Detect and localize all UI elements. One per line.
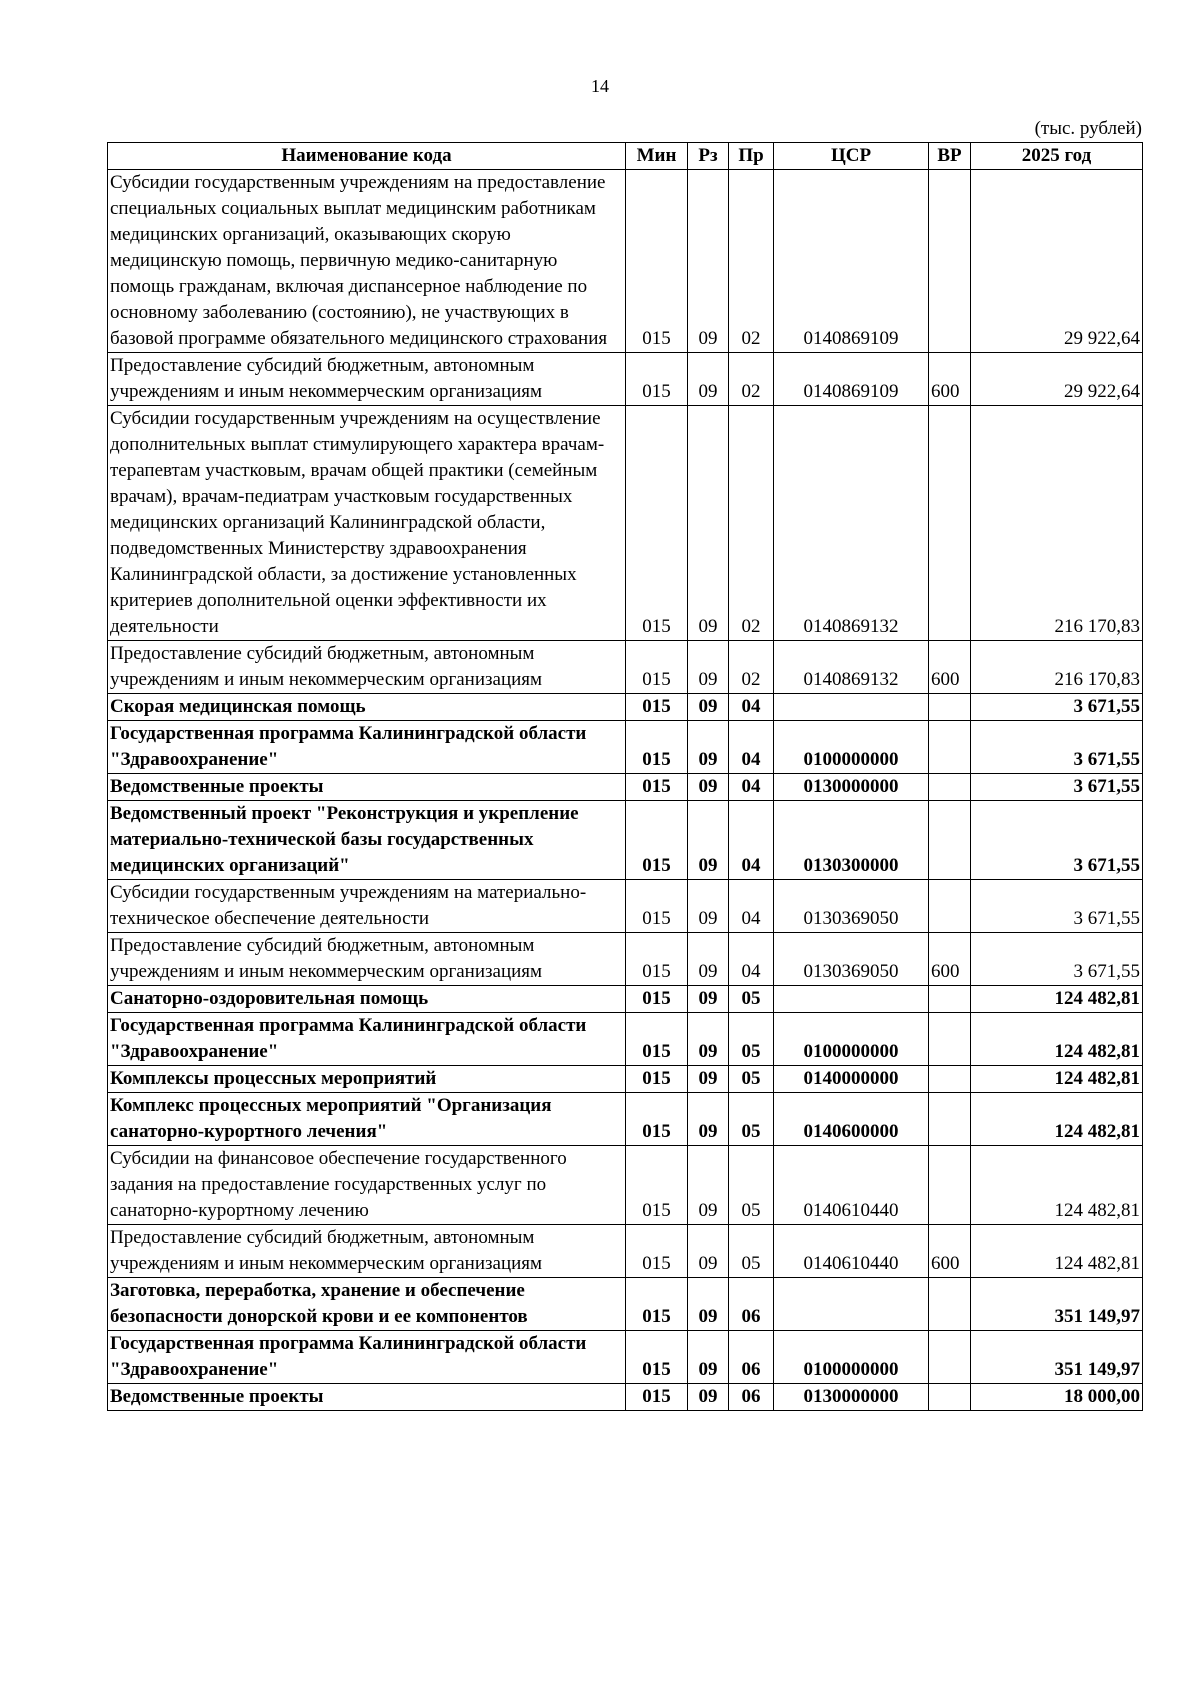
cell-sum: 3 671,55 [971, 694, 1143, 721]
cell-rz: 09 [688, 1066, 729, 1093]
cell-pr: 06 [729, 1278, 774, 1331]
cell-sum: 351 149,97 [971, 1278, 1143, 1331]
cell-min: 015 [626, 641, 688, 694]
cell-csr: 0140869132 [774, 406, 929, 641]
table-row [108, 1384, 1143, 1411]
cell-pr: 04 [729, 880, 774, 933]
cell-rz: 09 [688, 721, 729, 774]
cell-min: 015 [626, 1331, 688, 1384]
cell-csr: 0140600000 [774, 1093, 929, 1146]
cell-vr [929, 406, 971, 641]
table-row [108, 694, 1143, 721]
cell-pr: 06 [729, 1384, 774, 1411]
cell-pr: 04 [729, 721, 774, 774]
cell-vr [929, 170, 971, 353]
cell-pr: 04 [729, 774, 774, 801]
cell-rz: 09 [688, 1384, 729, 1411]
cell-rz: 09 [688, 986, 729, 1013]
cell-pr: 02 [729, 641, 774, 694]
table-row [108, 353, 1143, 406]
cell-vr [929, 721, 971, 774]
cell-csr: 0130369050 [774, 933, 929, 986]
cell-csr: 0140869132 [774, 641, 929, 694]
cell-pr: 05 [729, 986, 774, 1013]
cell-min: 015 [626, 353, 688, 406]
cell-name: Субсидии государственным учреждениям на предоставление специальных социальных выплат медицинским работникам медицинских организаций, оказывающих скорую медицинскую помощь, первичную медико-санитарную помощь гражданам, включая диспансерное наблюдение по основному заболеванию (состоянию), не участвующих в базовой программе обязательного медицинского страхования [108, 170, 626, 353]
cell-vr: 600 [929, 1225, 971, 1278]
cell-name: Предоставление субсидий бюджетным, автономным учреждениям и иным некоммерческим организациям [108, 1225, 626, 1278]
cell-csr: 0130000000 [774, 774, 929, 801]
header-min: Мин [626, 143, 688, 170]
cell-vr [929, 880, 971, 933]
cell-rz: 09 [688, 1225, 729, 1278]
cell-vr [929, 1013, 971, 1066]
table-row [108, 1093, 1143, 1146]
table-row [108, 1013, 1143, 1066]
cell-sum: 3 671,55 [971, 774, 1143, 801]
table-row [108, 721, 1143, 774]
cell-rz: 09 [688, 406, 729, 641]
cell-vr [929, 801, 971, 880]
cell-min: 015 [626, 694, 688, 721]
cell-pr: 05 [729, 1093, 774, 1146]
cell-name: Заготовка, переработка, хранение и обеспечение безопасности донорской крови и ее компонентов [108, 1278, 626, 1331]
cell-pr: 02 [729, 170, 774, 353]
cell-pr: 05 [729, 1225, 774, 1278]
cell-sum: 124 482,81 [971, 1093, 1143, 1146]
cell-vr [929, 1066, 971, 1093]
cell-vr: 600 [929, 933, 971, 986]
cell-sum: 3 671,55 [971, 721, 1143, 774]
cell-sum: 3 671,55 [971, 880, 1143, 933]
table-row [108, 641, 1143, 694]
cell-rz: 09 [688, 933, 729, 986]
cell-rz: 09 [688, 774, 729, 801]
cell-min: 015 [626, 1146, 688, 1225]
cell-sum: 124 482,81 [971, 986, 1143, 1013]
table-body [108, 170, 1143, 1411]
cell-vr [929, 1278, 971, 1331]
cell-min: 015 [626, 1225, 688, 1278]
cell-rz: 09 [688, 1146, 729, 1225]
cell-pr: 05 [729, 1066, 774, 1093]
cell-min: 015 [626, 986, 688, 1013]
cell-csr: 0100000000 [774, 1013, 929, 1066]
cell-pr: 06 [729, 1331, 774, 1384]
cell-min: 015 [626, 1384, 688, 1411]
cell-rz: 09 [688, 1331, 729, 1384]
cell-min: 015 [626, 1066, 688, 1093]
cell-rz: 09 [688, 1013, 729, 1066]
cell-name: Субсидии государственным учреждениям на материально-техническое обеспечение деятельности [108, 880, 626, 933]
table-row [108, 933, 1143, 986]
header-name: Наименование кода [108, 143, 626, 170]
cell-min: 015 [626, 774, 688, 801]
cell-rz: 09 [688, 694, 729, 721]
cell-rz: 09 [688, 641, 729, 694]
table-row [108, 774, 1143, 801]
cell-csr [774, 1278, 929, 1331]
cell-pr: 05 [729, 1146, 774, 1225]
budget-table [107, 142, 1143, 1411]
cell-pr: 04 [729, 933, 774, 986]
table-row [108, 1331, 1143, 1384]
cell-sum: 3 671,55 [971, 801, 1143, 880]
cell-sum: 124 482,81 [971, 1146, 1143, 1225]
header-rz: Рз [688, 143, 729, 170]
cell-sum: 351 149,97 [971, 1331, 1143, 1384]
cell-vr [929, 694, 971, 721]
cell-csr: 0140869109 [774, 170, 929, 353]
cell-min: 015 [626, 880, 688, 933]
cell-csr: 0100000000 [774, 1331, 929, 1384]
cell-name: Комплексы процессных мероприятий [108, 1066, 626, 1093]
table-row [108, 406, 1143, 641]
cell-vr [929, 1384, 971, 1411]
cell-pr: 02 [729, 353, 774, 406]
cell-rz: 09 [688, 880, 729, 933]
header-csr: ЦСР [774, 143, 929, 170]
table-row [108, 880, 1143, 933]
cell-vr [929, 1331, 971, 1384]
cell-pr: 04 [729, 694, 774, 721]
cell-csr [774, 694, 929, 721]
cell-sum: 124 482,81 [971, 1066, 1143, 1093]
cell-rz: 09 [688, 801, 729, 880]
cell-min: 015 [626, 406, 688, 641]
cell-csr: 0140000000 [774, 1066, 929, 1093]
cell-min: 015 [626, 1013, 688, 1066]
cell-min: 015 [626, 170, 688, 353]
table-row [108, 801, 1143, 880]
cell-sum: 3 671,55 [971, 933, 1143, 986]
table-row [108, 1225, 1143, 1278]
cell-name: Ведомственные проекты [108, 774, 626, 801]
header-vr: ВР [929, 143, 971, 170]
cell-vr [929, 1093, 971, 1146]
cell-name: Государственная программа Калининградской области "Здравоохранение" [108, 1331, 626, 1384]
cell-rz: 09 [688, 170, 729, 353]
cell-name: Санаторно-оздоровительная помощь [108, 986, 626, 1013]
cell-min: 015 [626, 1093, 688, 1146]
cell-vr [929, 986, 971, 1013]
cell-sum: 29 922,64 [971, 353, 1143, 406]
cell-csr: 0130300000 [774, 801, 929, 880]
table-header-row [108, 143, 1143, 170]
cell-name: Предоставление субсидий бюджетным, автономным учреждениям и иным некоммерческим организациям [108, 933, 626, 986]
cell-vr: 600 [929, 353, 971, 406]
cell-sum: 216 170,83 [971, 406, 1143, 641]
cell-csr [774, 986, 929, 1013]
cell-name: Предоставление субсидий бюджетным, автономным учреждениям и иным некоммерческим организациям [108, 641, 626, 694]
cell-min: 015 [626, 1278, 688, 1331]
cell-vr: 600 [929, 641, 971, 694]
cell-sum: 124 482,81 [971, 1225, 1143, 1278]
cell-vr [929, 1146, 971, 1225]
cell-csr: 0140610440 [774, 1146, 929, 1225]
cell-min: 015 [626, 801, 688, 880]
cell-name: Скорая медицинская помощь [108, 694, 626, 721]
table-row [108, 170, 1143, 353]
cell-rz: 09 [688, 1093, 729, 1146]
header-year: 2025 год [971, 143, 1143, 170]
table-row [108, 1066, 1143, 1093]
cell-sum: 29 922,64 [971, 170, 1143, 353]
cell-name: Предоставление субсидий бюджетным, автономным учреждениям и иным некоммерческим организациям [108, 353, 626, 406]
cell-csr: 0130000000 [774, 1384, 929, 1411]
cell-min: 015 [626, 933, 688, 986]
cell-pr: 02 [729, 406, 774, 641]
cell-csr: 0100000000 [774, 721, 929, 774]
cell-name: Ведомственный проект "Реконструкция и укрепление материально-технической базы государственных медицинских организаций" [108, 801, 626, 880]
cell-csr: 0130369050 [774, 880, 929, 933]
cell-sum: 124 482,81 [971, 1013, 1143, 1066]
cell-csr: 0140869109 [774, 353, 929, 406]
table-row [108, 1146, 1143, 1225]
cell-min: 015 [626, 721, 688, 774]
cell-pr: 05 [729, 1013, 774, 1066]
table-row [108, 1278, 1143, 1331]
units-label: (тыс. рублей) [1034, 118, 1142, 139]
table-row [108, 986, 1143, 1013]
cell-name: Комплекс процессных мероприятий "Организация санаторно-курортного лечения" [108, 1093, 626, 1146]
cell-rz: 09 [688, 1278, 729, 1331]
cell-name: Субсидии государственным учреждениям на осуществление дополнительных выплат стимулирующего характера врачам-терапевтам участковым, врачам общей практики (семейным врачам), врачам-педиатрам участковым государственных медицинских организаций Калининградской области, подведомственных Министерству здравоохранения Калининградской области, за достижение установленных критериев дополнительной оценки эффективности их деятельности [108, 406, 626, 641]
page-number: 14 [591, 76, 609, 96]
cell-name: Государственная программа Калининградской области "Здравоохранение" [108, 721, 626, 774]
cell-name: Субсидии на финансовое обеспечение государственного задания на предоставление государственных услуг по санаторно-курортному лечению [108, 1146, 626, 1225]
cell-pr: 04 [729, 801, 774, 880]
cell-rz: 09 [688, 353, 729, 406]
cell-sum: 18 000,00 [971, 1384, 1143, 1411]
cell-name: Государственная программа Калининградской области "Здравоохранение" [108, 1013, 626, 1066]
header-pr: Пр [729, 143, 774, 170]
cell-name: Ведомственные проекты [108, 1384, 626, 1411]
cell-vr [929, 774, 971, 801]
cell-sum: 216 170,83 [971, 641, 1143, 694]
cell-csr: 0140610440 [774, 1225, 929, 1278]
